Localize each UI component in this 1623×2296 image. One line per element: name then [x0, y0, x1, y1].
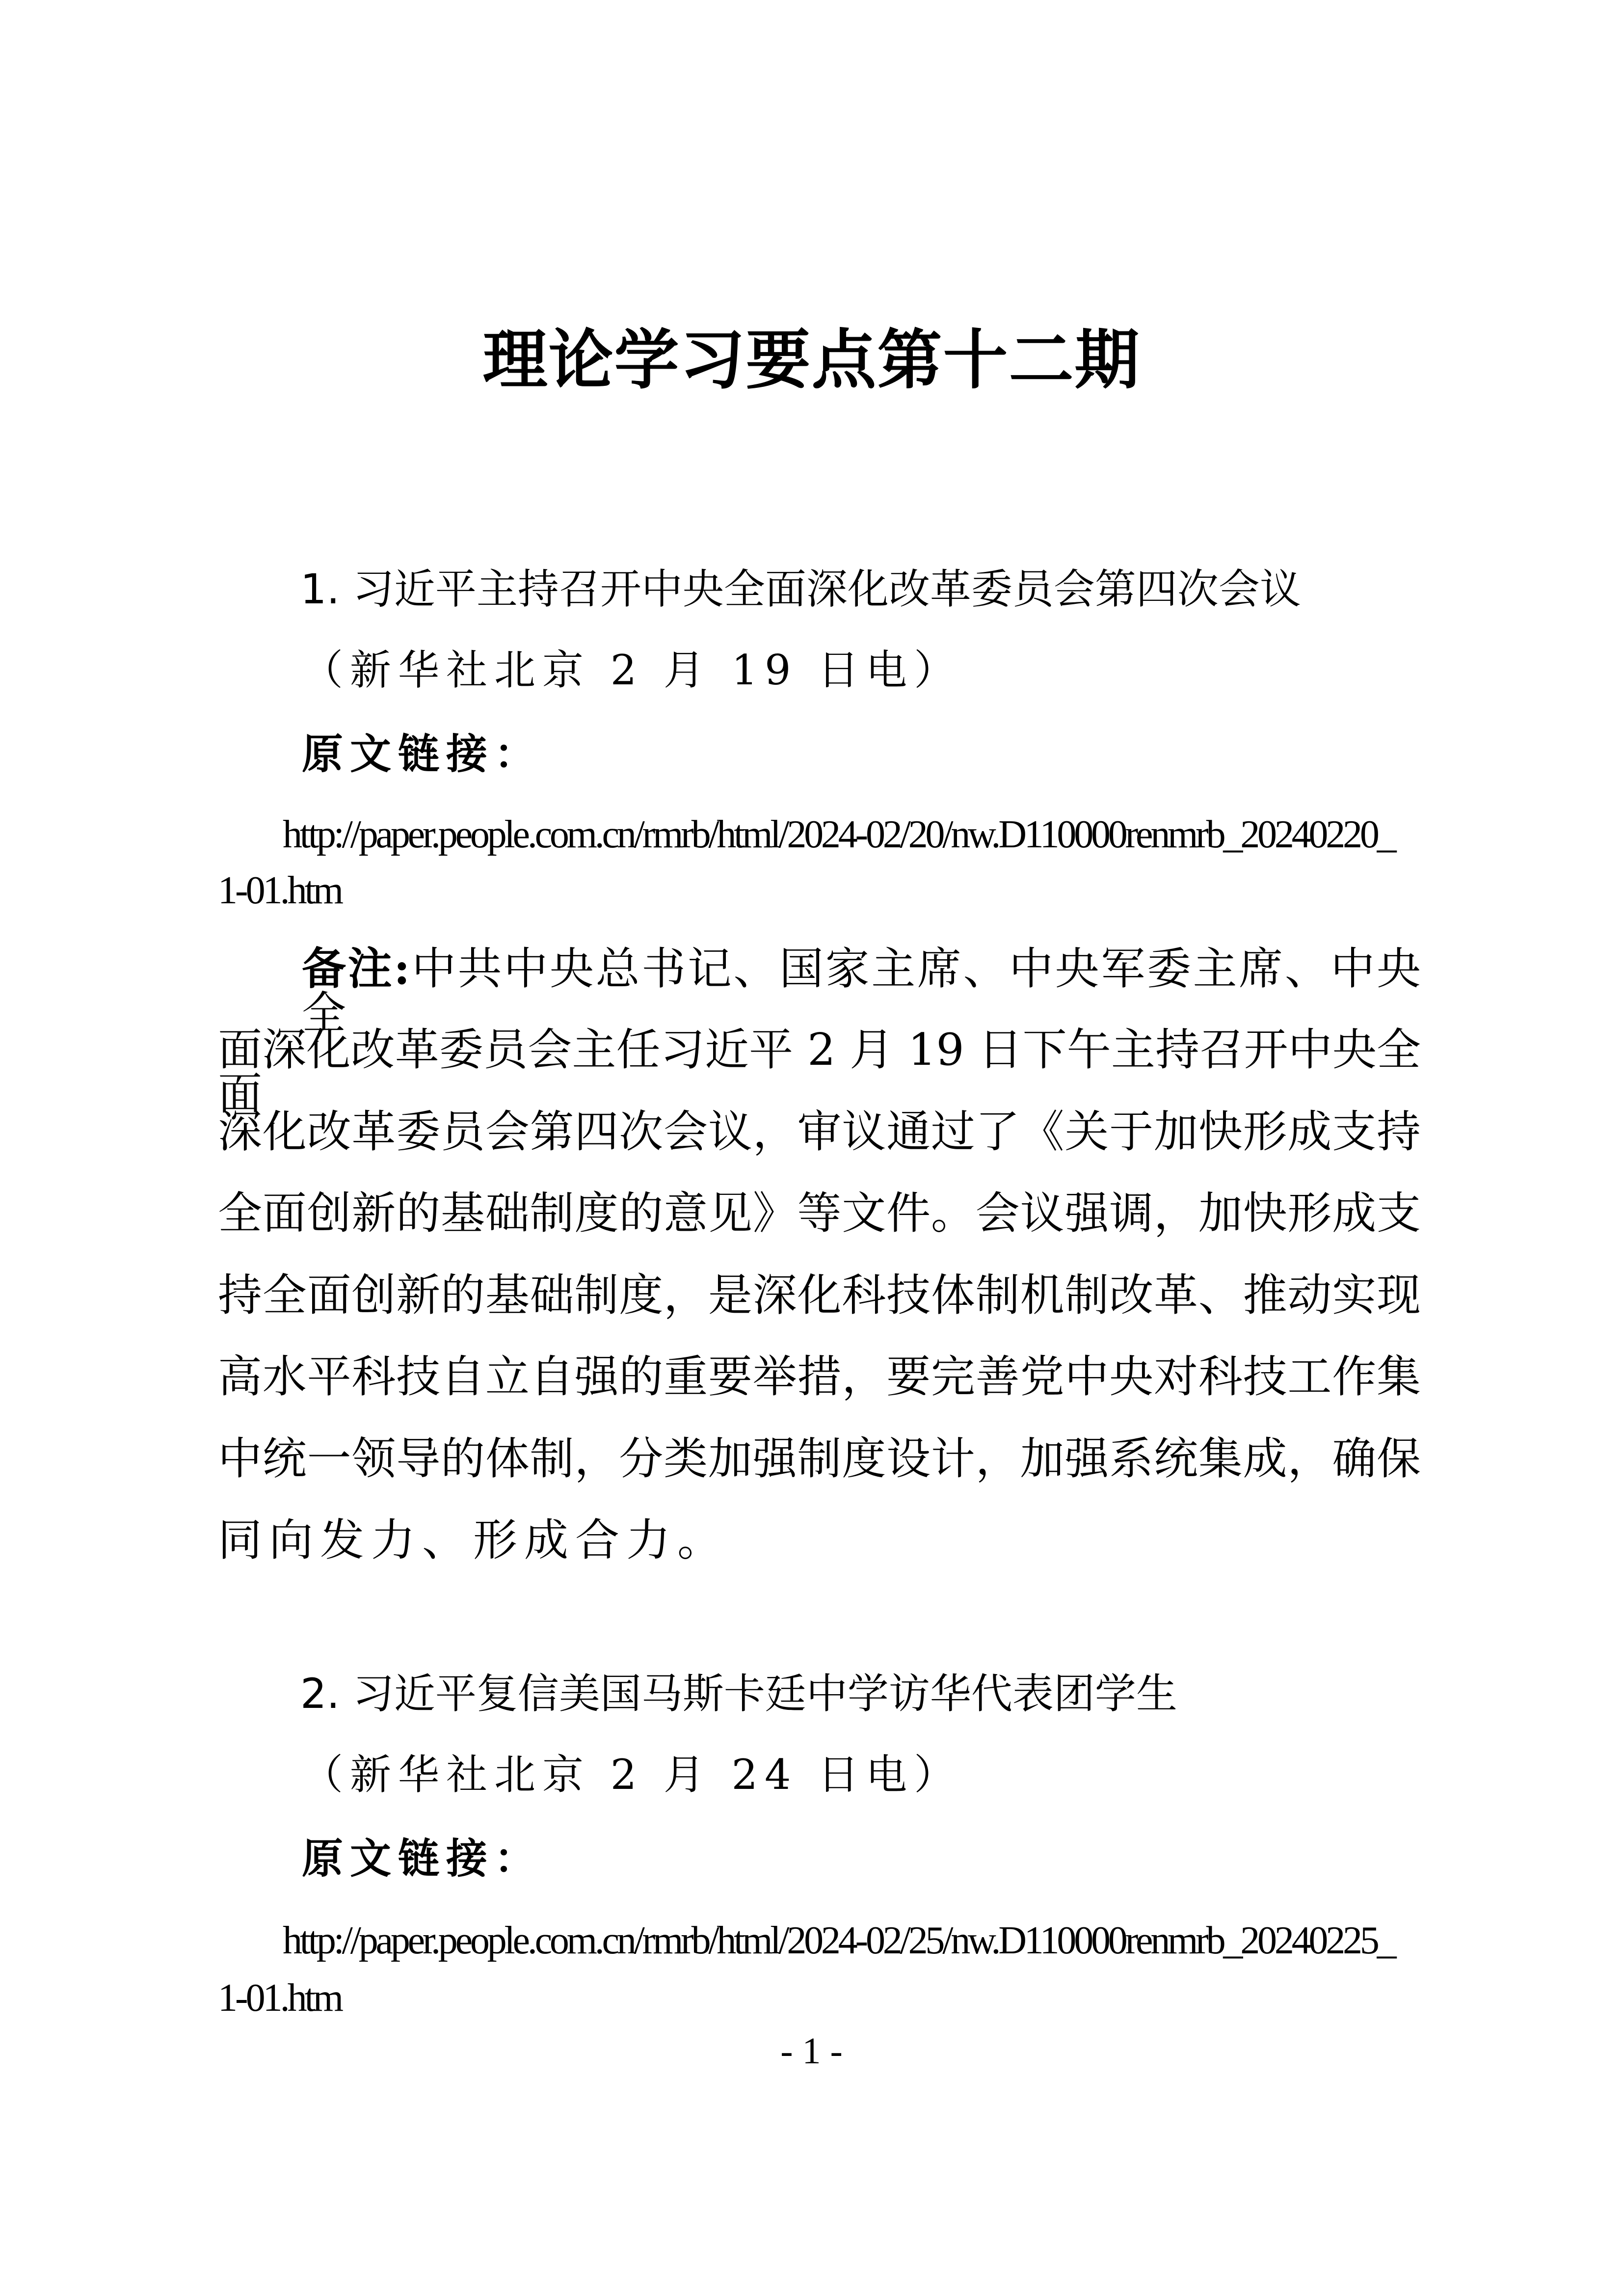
item-1-note-line: 中统一领导的体制，分类加强制度设计，加强系统集成，确保 [218, 1433, 1421, 1485]
item-1-url-line-1[interactable]: http://paper.people.com.cn/rmrb/html/2024-02/20/nw.D110000renmrb_20240220_ [283, 813, 1394, 856]
page-number: - 1 - [780, 2030, 843, 2072]
item-1-link-label: 原文链接： [302, 729, 543, 778]
item-1-note-line: 高水平科技自立自强的重要举措，要完善党中央对科技工作集 [218, 1351, 1421, 1403]
item-2-source: （新华社北京 2 月 24 日电） [302, 1751, 962, 1799]
item-1-source: （新华社北京 2 月 19 日电） [302, 646, 962, 694]
item-2-heading: 2. 习近平复信美国马斯卡廷中学访华代表团学生 [300, 1670, 1177, 1718]
item-1-note-line: 备注:中共中央总书记、国家主席、中央军委主席、中央全 [302, 943, 1421, 1039]
item-1-note-line: 全面创新的基础制度的意见》等文件。会议强调，加快形成支 [218, 1188, 1421, 1239]
document-title: 理论学习要点第十二期 [482, 322, 1141, 398]
item-2-url-line-1[interactable]: http://paper.people.com.cn/rmrb/html/2024-02/25/nw.D110000renmrb_20240225_ [283, 1919, 1394, 1962]
item-2-link-label: 原文链接： [302, 1834, 543, 1883]
item-1-note-line: 深化改革委员会第四次会议，审议通过了《关于加快形成支持 [218, 1106, 1421, 1158]
item-1-note-line: 面深化改革委员会主任习近平 2 月 19 日下午主持召开中央全面 [218, 1024, 1421, 1120]
item-1-heading: 1. 习近平主持召开中央全面深化改革委员会第四次会议 [300, 565, 1301, 613]
note-label: 备注: [302, 943, 410, 995]
item-2-url-line-2[interactable]: 1-01.htm [218, 1976, 342, 2020]
item-1-note-line: 持全面创新的基础制度，是深化科技体制机制改革、推动实现 [218, 1270, 1421, 1321]
item-1-url-line-2[interactable]: 1-01.htm [218, 869, 342, 912]
item-1-note-line: 同向发力、形成合力。 [218, 1514, 728, 1566]
